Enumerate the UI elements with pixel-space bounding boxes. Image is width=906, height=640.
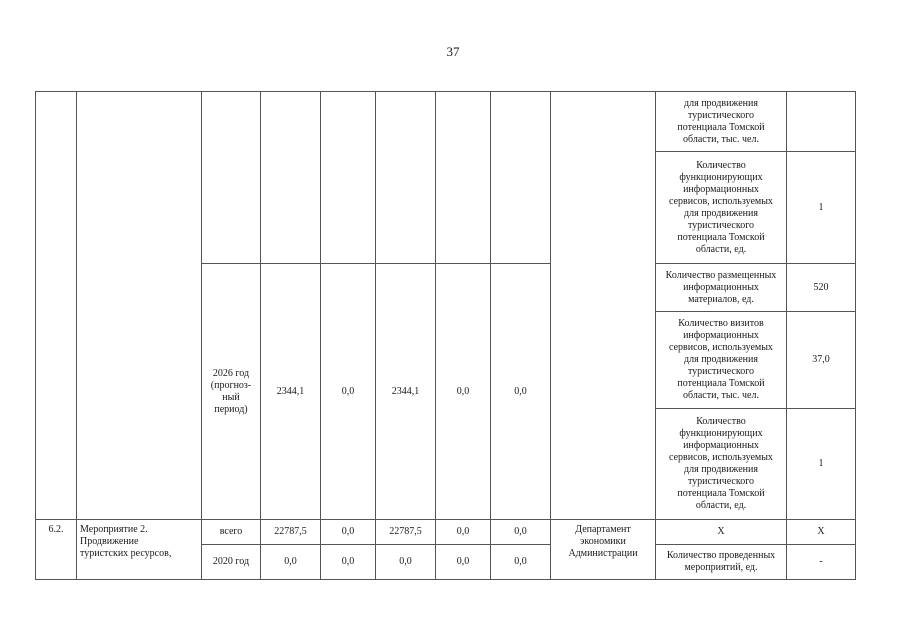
total-funding-cell: 0,0 (284, 556, 297, 567)
indicator-value: - (819, 556, 823, 567)
federal-funding-cell: 0,0 (341, 556, 355, 567)
col-divider (76, 91, 77, 580)
indicator-value: 37,0 (812, 354, 830, 365)
other-funding-cell: 0,0 (514, 385, 527, 397)
executor-cell: Департамент экономики Администрации (568, 524, 638, 559)
other-funding-cell: 0,0 (514, 526, 527, 537)
regional-funding-cell: 0,0 (399, 556, 412, 567)
federal-funding-cell: 0,0 (341, 526, 355, 537)
indicator-cell: для продвижения туристического потенциала Томской области, тыс. чел. (677, 97, 765, 145)
local-funding-cell: 0,0 (456, 385, 470, 397)
local-funding-cell: 0,0 (456, 556, 470, 567)
indicator-cell: Количество функционирующих информационных сервисов, используемых для продвижения туристического потенциала Томской области, ед. (669, 416, 773, 511)
indicator-value (787, 92, 855, 151)
period-2020-cell: 2020 год (212, 556, 250, 567)
indicator-cell: Количество функционирующих информационных сервисов, используемых для продвижения туристического потенциала Томской области, ед. (669, 159, 773, 255)
indicator-cell: Х (717, 526, 725, 537)
indicator-value: 520 (813, 281, 829, 293)
indicator-cell: Количество визитов информационных сервисов, используемых для продвижения туристического потенциала Томской области, тыс. чел. (669, 318, 773, 401)
col-divider (550, 91, 551, 580)
col-divider (35, 91, 36, 580)
other-funding-cell: 0,0 (514, 556, 527, 567)
regional-funding-cell: 22787,5 (389, 526, 422, 537)
indicator-value: 1 (818, 201, 824, 213)
total-funding-cell: 2344,1 (276, 385, 305, 397)
table-right-border (855, 91, 856, 580)
period-2026-cell: 2026 год (прогноз- ный период) (210, 367, 252, 415)
table-bottom-border (35, 579, 855, 580)
indicator-cell: Количество проведенных мероприятий, ед. (666, 550, 776, 573)
total-funding-cell: 22787,5 (274, 526, 307, 537)
event-name-cell: Мероприятие 2. Продвижение туристских ресурсов, (80, 524, 172, 559)
indicator-cell: Количество размещенных информационных материалов, ед. (665, 269, 777, 305)
federal-funding-cell: 0,0 (341, 385, 355, 397)
indicator-value: 1 (818, 458, 824, 469)
local-funding-cell: 0,0 (456, 526, 470, 537)
page-number: 37 (446, 44, 460, 59)
regional-funding-cell: 2344,1 (391, 385, 420, 397)
indicator-value: Х (817, 526, 825, 537)
period-total-cell: всего (219, 526, 243, 537)
item-number-cell: 6.2. (48, 524, 64, 535)
